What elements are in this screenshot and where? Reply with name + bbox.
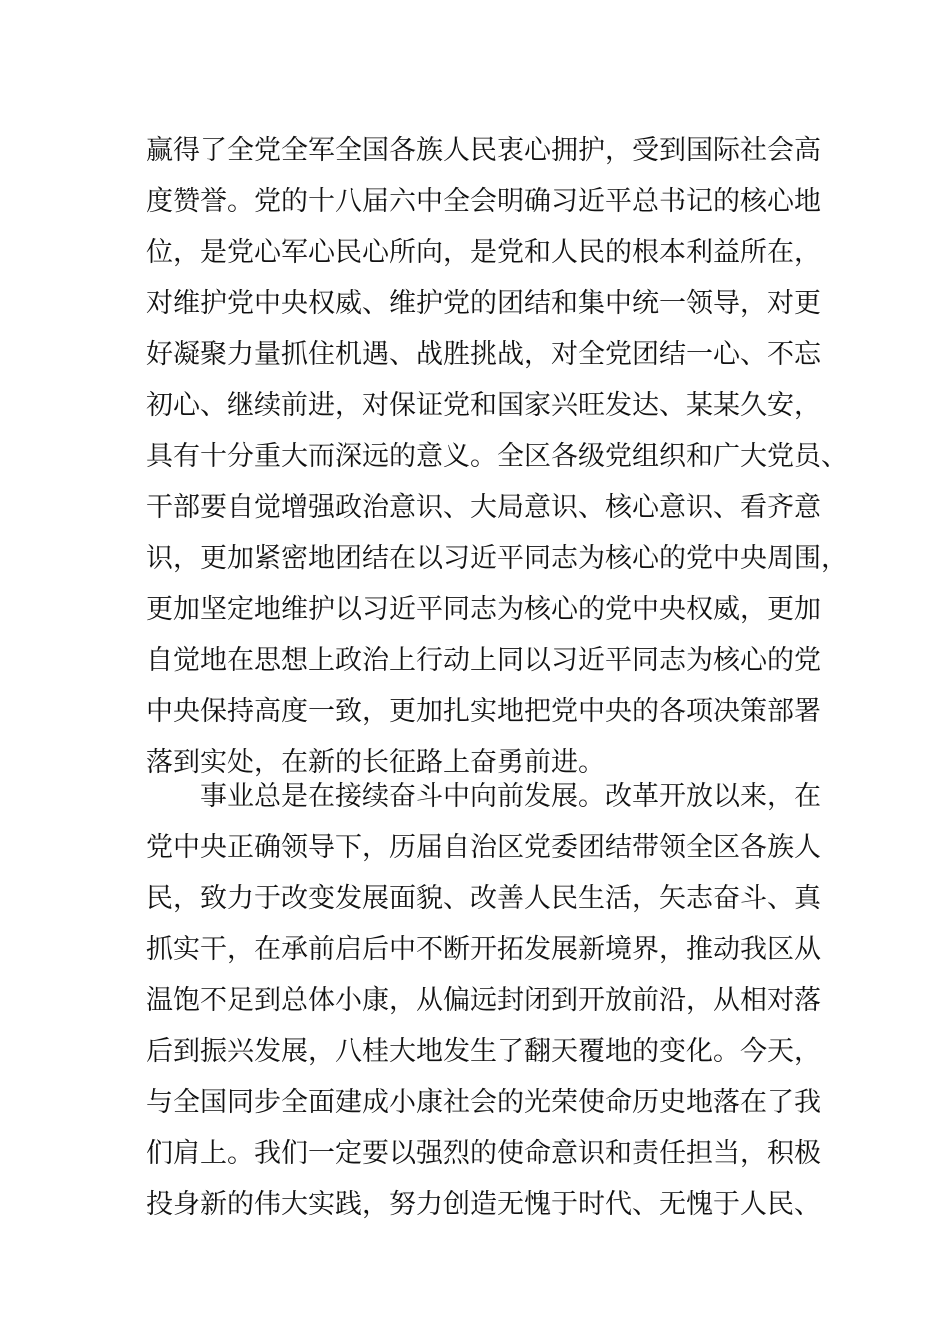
paragraph-line: 初心、继续前进，对保证党和国家兴旺发达、某某久安， bbox=[146, 390, 821, 421]
paragraph-line: 赢得了全党全军全国各族人民衷心拥护，受到国际社会高 bbox=[146, 135, 821, 166]
paragraph-line: 更加坚定地维护以习近平同志为核心的党中央权威，更加 bbox=[146, 594, 821, 625]
paragraph-line: 后到振兴发展，八桂大地发生了翻天覆地的变化。今天， bbox=[146, 1036, 821, 1067]
paragraph-line: 事业总是在接续奋斗中向前发展。改革开放以来，在 bbox=[200, 781, 821, 812]
paragraph-line: 抓实干，在承前启后中不断开拓发展新境界，推动我区从 bbox=[146, 934, 821, 965]
paragraph-line: 们肩上。我们一定要以强烈的使命意识和责任担当，积极 bbox=[146, 1138, 821, 1169]
paragraph-line: 温饱不足到总体小康，从偏远封闭到开放前沿，从相对落 bbox=[146, 985, 821, 1016]
paragraph-line: 对维护党中央权威、维护党的团结和集中统一领导，对更 bbox=[146, 288, 821, 319]
paragraph-line: 位，是党心军心民心所向，是党和人民的根本利益所在， bbox=[146, 237, 821, 268]
paragraph-line: 民，致力于改变发展面貌、改善人民生活，矢志奋斗、真 bbox=[146, 883, 821, 914]
paragraph-line: 具有十分重大而深远的意义。全区各级党组织和广大党员、 bbox=[146, 441, 848, 472]
paragraph-line: 与全国同步全面建成小康社会的光荣使命历史地落在了我 bbox=[146, 1087, 821, 1118]
paragraph-line: 好凝聚力量抓住机遇、战胜挑战，对全党团结一心、不忘 bbox=[146, 339, 821, 370]
paragraph-line: 自觉地在思想上政治上行动上同以习近平同志为核心的党 bbox=[146, 645, 821, 676]
paragraph-line: 干部要自觉增强政治意识、大局意识、核心意识、看齐意 bbox=[146, 492, 821, 523]
paragraph-2 bbox=[146, 771, 821, 1230]
paragraph-line: 投身新的伟大实践，努力创造无愧于时代、无愧于人民、 bbox=[146, 1189, 821, 1220]
paragraph-line: 识，更加紧密地团结在以习近平同志为核心的党中央周围， bbox=[146, 543, 848, 574]
paragraph-1 bbox=[146, 125, 848, 788]
paragraph-line: 度赞誉。党的十八届六中全会明确习近平总书记的核心地 bbox=[146, 186, 821, 217]
paragraph-line: 党中央正确领导下，历届自治区党委团结带领全区各族人 bbox=[146, 832, 821, 863]
paragraph-line: 落到实处，在新的长征路上奋勇前进。 bbox=[146, 747, 605, 778]
paragraph-line: 中央保持高度一致，更加扎实地把党中央的各项决策部署 bbox=[146, 696, 821, 727]
